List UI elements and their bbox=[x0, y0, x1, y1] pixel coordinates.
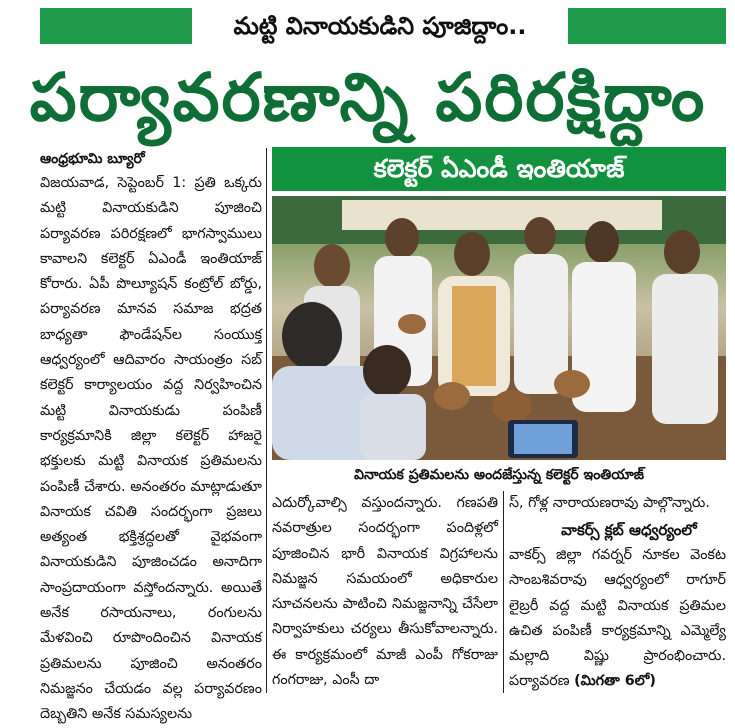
strap-band-left bbox=[40, 8, 192, 44]
column-rule-2 bbox=[503, 491, 504, 693]
strap-headline: మట్టి వినాయకుడిని పూజిద్దాం.. bbox=[195, 6, 565, 46]
column-3-text bbox=[509, 543, 726, 695]
continued-marker: (మిగతా 6లో) bbox=[574, 673, 656, 690]
column-1 bbox=[40, 171, 262, 723]
column-3 bbox=[509, 543, 726, 693]
photo-caption: వినాయక ప్రతిమలను అందజేస్తున్న కలెక్టర్ ఇంతియాజ్ bbox=[354, 467, 644, 483]
main-headline: పర్యావరణాన్ని పరిరక్షిద్దాం bbox=[29, 59, 707, 136]
column-3-intro bbox=[509, 491, 726, 517]
column-1-text: విజయవాడ, సెప్టెంబర్ 1: ప్రతి ఒక్కరు మట్టి వినాయకుడిని పూజించి పర్యావరణ పరిరక్షణలో భాగస్వాములు కావాలని కలెక్టర్ ఏఎండీ ఇంతియాజ్ కోరారు. ఏపీ పొల్యూషన్ కంట్రోల్ బోర్డు, పర్యావరణ మానవ సమాజ భద్రత బాధ్యతా ఫౌండేషన్‌ల సంయుక్త ఆధ్వర్యంలో ఆదివారం సాయంత్రం సబ్ కలెక్టర్ కార్యాలయం వద్ద నిర్వహించిన మట్టి వినాయకుడు పంపిణీ కార్యక్రమానికి జిల్లా కలెక్టర్ హాజరై భక్తులకు మట్టి వినాయక ప్రతిమలను పంపిణీ చేశారు. అనంతరం మాట్లాడుతూ వినాయక చవితి సందర్భంగా ప్రజలు అత్యంత భక్తిశ్రద్ధలతో వైభవంగా వినాయకుడిని పూజించడం అనాదిగా సాంప్రదాయంగా వస్తోందన్నారు. అయితే అనేక రసాయనాలు, రంగులను మేళవించి రూపొందించిన వినాయక ప్రతిమలను పూజించి అనంతరం నిమజ్జనం చేయడం వల్ల పర్యావరణం దెబ్బతిని అనేక సమస్యలను bbox=[40, 175, 262, 723]
strap-band-right bbox=[568, 8, 726, 44]
column-rule-1 bbox=[266, 148, 267, 693]
collector-headline-bar: కలెక్టర్ ఏఎండీ ఇంతియాజ్ bbox=[272, 147, 726, 191]
photo-illustration bbox=[272, 196, 726, 460]
column-2-text: ఎదుర్కోవాల్సి వస్తుందన్నారు. గణపతి నవరాత్రుల సందర్భంగా పందిళ్లలో పూజించిన భారీ వినాయక విగ్రహాలను నిమజ్జన సమయంలో అధికారుల సూచనలను పాటించి నిమజ్జనాన్ని చేసేలా నిర్వాహకులు చర్యలు తీసుకోవాలన్నారు. ఈ కార్యక్రమంలో మాజీ ఎంపీ గోకరాజు గంగరాజు, ఎంసీ దా bbox=[272, 495, 498, 689]
column-3-subhead: వాకర్స్ క్లబ్ ఆధ్వర్యంలో bbox=[561, 521, 697, 539]
column-3-body: వాకర్స్ జిల్లా గవర్నర్ నూకల వెంకట సాంబశివరావు ఆధ్వర్యంలో రాగూర్ లైబ్రరీ వద్ద మట్టి వినాయక ప్రతిమల ఉచిత పంపిణీ కార్యక్రమాన్ని ఎమ్మెల్యే మల్లాది విష్ణు ప్రారంభించారు. పర్యావరణ bbox=[509, 547, 726, 690]
column-2 bbox=[272, 491, 498, 693]
news-photo bbox=[272, 196, 726, 460]
byline: ఆంధ్రభూమి బ్యూరో bbox=[40, 151, 145, 167]
column-3-intro-text: స్, గోళ్ల నారాయణరావు పాల్గొన్నారు. bbox=[509, 495, 710, 511]
